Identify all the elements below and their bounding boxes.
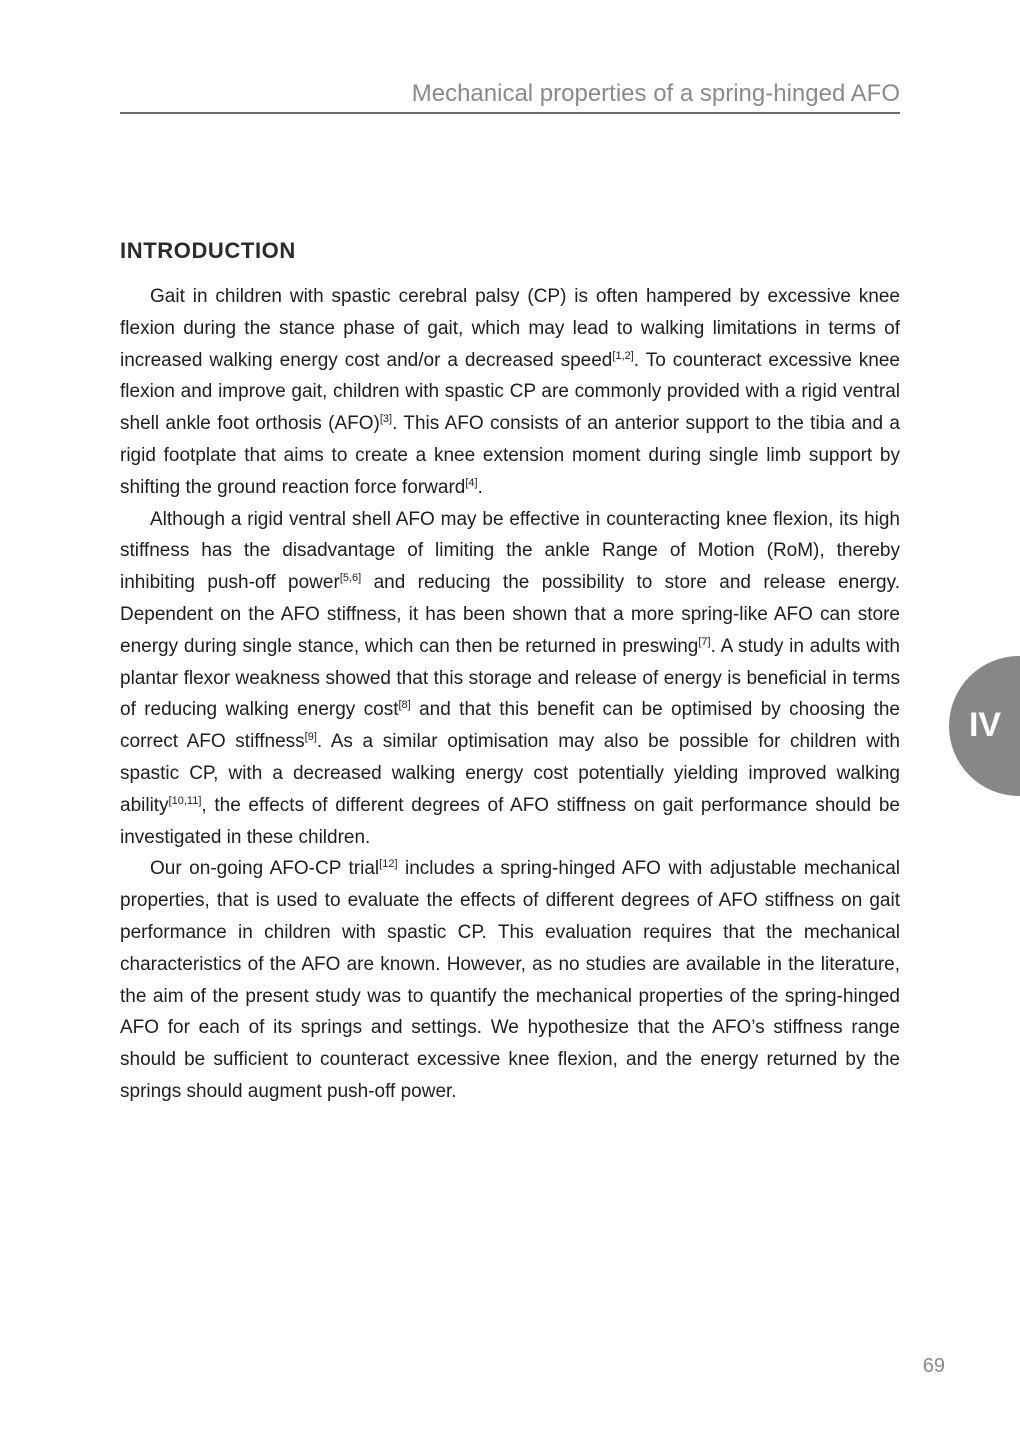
citation: [10,11]: [168, 794, 202, 807]
paragraph-text: and that this benefit can be optimised by choosing the correct AFO stiffness: [120, 699, 900, 753]
citation: [1,2]: [612, 349, 634, 362]
paragraph-text: Although a rigid ventral shell AFO may be effective in counteracting knee flexion, its high stiffness has the disadvantage of limiting the ankle Range of Motion (RoM), thereby inhibiting push-off power: [120, 508, 900, 594]
chapter-tab-label: IV: [968, 706, 1002, 744]
paragraph-text: . This AFO consists of an anterior support to the tibia and a rigid footplate that aims to create a knee extension moment during single limb support by shifting the ground reaction force forward: [120, 413, 900, 498]
paragraph-text: . As a similar optimisation may also be possible for children with spastic CP, with a decreased walking energy cost potentially yielding improved walking ability: [120, 731, 900, 816]
citation: [4]: [465, 476, 478, 489]
paragraph-1: [120, 281, 900, 504]
citation: [9]: [304, 731, 317, 744]
running-header: [120, 78, 900, 114]
paragraph-text: includes a spring-hinged AFO with adjustable mechanical properties, that is used to evaluate the effects of different degrees of AFO stiffness on gait performance in children with spastic CP. This evaluation requires that the mechanical characteristics of the AFO are known. However, as no studies are available in the literature, the aim of the present study was to quantify the mechanical properties of the spring-hinged AFO for each of its springs and settings. We hypothesize that the AFO’s stiffness range should be sufficient to counteract excessive knee flexion, and the energy returned by the springs should augment push-off power.: [120, 858, 900, 1102]
paragraph-text: Gait in children with spastic cerebral palsy (CP) is often hampered by excessive knee flexion during the stance phase of gait, which may lead to walking limitations in terms of increased walking energy cost and/or a decreased speed: [120, 286, 900, 371]
paragraph-2: [120, 504, 900, 854]
paragraph-text: , the effects of different degrees of AFO stiffness on gait performance should be investigated in these children.: [120, 794, 900, 848]
citation: [7]: [698, 635, 711, 648]
body-text: [120, 281, 900, 1108]
section-heading: INTRODUCTION: [120, 238, 296, 263]
chapter-tab: [949, 656, 1020, 796]
citation: [8]: [398, 699, 411, 712]
paragraph-text: .: [477, 476, 483, 498]
paragraph-3: [120, 853, 900, 1107]
running-title: Mechanical properties of a spring-hinged AFO: [411, 80, 900, 107]
paragraph-text: . To counteract excessive knee flexion and improve gait, children with spastic CP are commonly provided with a rigid ventral shell ankle foot orthosis (AFO): [120, 349, 901, 435]
citation: [12]: [379, 858, 398, 871]
page-number: 69: [922, 1355, 945, 1377]
paragraph-text: Our on-going AFO-CP trial: [150, 858, 380, 880]
paragraph-text: and reducing the possibility to store and release energy. Dependent on the AFO stiffness, it has been shown that a more spring-like AFO can store energy during single stance, which can then be returned in preswing: [120, 572, 900, 657]
citation: [5,6]: [339, 572, 362, 585]
paragraph-text: . A study in adults with plantar flexor weakness showed that this storage and release of energy is beneficial in terms of reducing walking energy cost: [120, 635, 900, 721]
citation: [3]: [379, 413, 393, 426]
